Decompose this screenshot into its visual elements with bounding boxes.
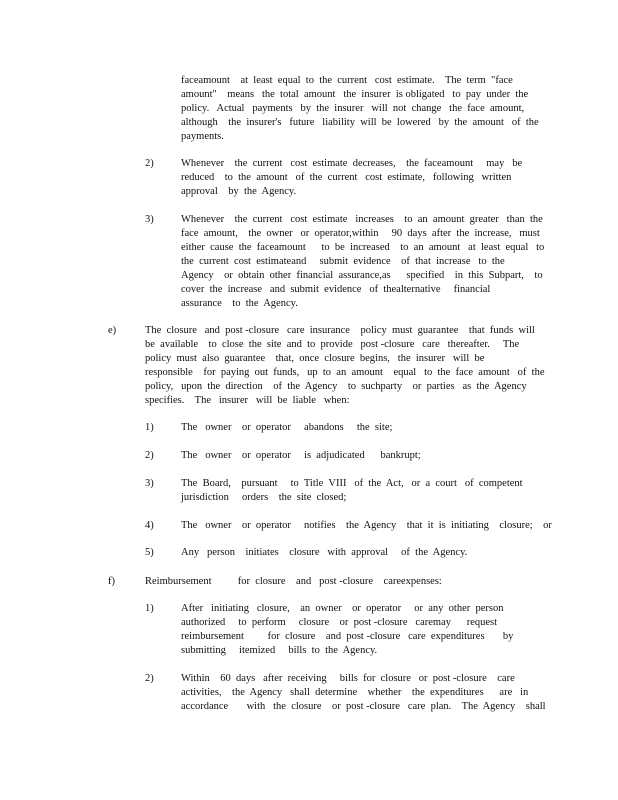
text-line: Any person initiates closure with approval of the Agency. <box>181 547 468 558</box>
text-line: The owner or operator abandons the site; <box>181 422 393 433</box>
text-line: The owner or operator is adjudicated bankrupt; <box>181 450 421 461</box>
text-line: Agency or obtain other financial assurance,as specified in this Subpart, to <box>181 270 543 281</box>
text-line: The owner or operator notifies the Agency that it is initiating closure; or <box>181 520 552 531</box>
text-line: amount" means the total amount the insurer is obligated to pay under the <box>181 89 529 100</box>
text-line: either cause the faceamount to be increased to an amount at least equal to <box>181 242 545 253</box>
text-line: authorized to perform closure or post -closure caremay request <box>181 617 498 628</box>
text-line: Whenever the current cost estimate decreases, the faceamount may be <box>181 158 523 169</box>
text-line: The closure and post -closure care insurance policy must guarantee that funds will <box>145 325 535 336</box>
section-marker: f) <box>108 576 115 587</box>
text-line: responsible for paying out funds, up to an amount equal to the face amount of the <box>145 367 545 378</box>
list-marker: 3) <box>145 478 154 489</box>
text-line: face amount, the owner or operator,within 90 days after the increase, must <box>181 228 540 239</box>
section-f-heading <box>145 575 442 589</box>
text-line: Within 60 days after receiving bills for closure or post -closure care <box>181 673 515 684</box>
text-line: jurisdiction orders the site closed; <box>181 492 347 503</box>
text-line: policy must also guarantee that, once closure begins, the insurer will be <box>145 353 485 364</box>
text-line: reduced to the amount of the current cost estimate, following written <box>181 172 512 183</box>
section-e-item-4 <box>181 519 552 533</box>
text-line: policy, upon the direction of the Agency to suchparty or parties as the Agency <box>145 381 527 392</box>
text-line: payments. <box>181 131 224 142</box>
section-e-item-1 <box>181 421 392 435</box>
text-line: approval by the Agency. <box>181 186 297 197</box>
list-marker: 2) <box>145 158 154 169</box>
text-line: the current cost estimateand submit evidence of that increase to the <box>181 256 505 267</box>
text-line: Reimbursement for closure and post -closure careexpenses: <box>145 576 442 587</box>
text-line: reimbursement for closure and post -closure care expenditures by <box>181 631 514 642</box>
section-e-item-5 <box>181 546 467 560</box>
text-line: policy. Actual payments by the insurer will not change the face amount, <box>181 103 525 114</box>
section-e-paragraph <box>145 324 545 408</box>
list-marker: 2) <box>145 450 154 461</box>
text-line: accordance with the closure or post -closure care plan. The Agency shall <box>181 701 546 712</box>
list-marker: 4) <box>145 520 154 531</box>
section-f-item-1 <box>181 602 513 658</box>
text-line: be available to close the site and to provide post -closure care thereafter. The <box>145 339 520 350</box>
text-line: After initiating closure, an owner or operator or any other person <box>181 603 504 614</box>
text-line: The Board, pursuant to Title VIII of the Act, or a court of competent <box>181 478 523 489</box>
list-marker: 5) <box>145 547 154 558</box>
text-line: submitting itemized bills to the Agency. <box>181 645 378 656</box>
list-marker: 1) <box>145 422 154 433</box>
continuation-paragraph <box>181 74 539 144</box>
section-marker: e) <box>108 325 117 336</box>
list-marker: 1) <box>145 603 154 614</box>
list-item-2 <box>181 157 522 199</box>
text-line: faceamount at least equal to the current cost estimate. The term "face <box>181 75 513 86</box>
list-marker: 3) <box>145 214 154 225</box>
text-line: assurance to the Agency. <box>181 298 298 309</box>
text-line: although the insurer's future liability will be lowered by the amount of the <box>181 117 539 128</box>
text-line: cover the increase and submit evidence of thealternative financial <box>181 284 491 295</box>
section-f-item-2 <box>181 672 546 714</box>
section-e-item-2 <box>181 449 421 463</box>
list-item-3 <box>181 213 544 311</box>
list-marker: 2) <box>145 673 154 684</box>
text-line: Whenever the current cost estimate increases to an amount greater than the <box>181 214 543 225</box>
text-line: activities, the Agency shall determine whether the expenditures are in <box>181 687 529 698</box>
section-e-item-3 <box>181 477 523 505</box>
text-line: specifies. The insurer will be liable when: <box>145 395 350 406</box>
